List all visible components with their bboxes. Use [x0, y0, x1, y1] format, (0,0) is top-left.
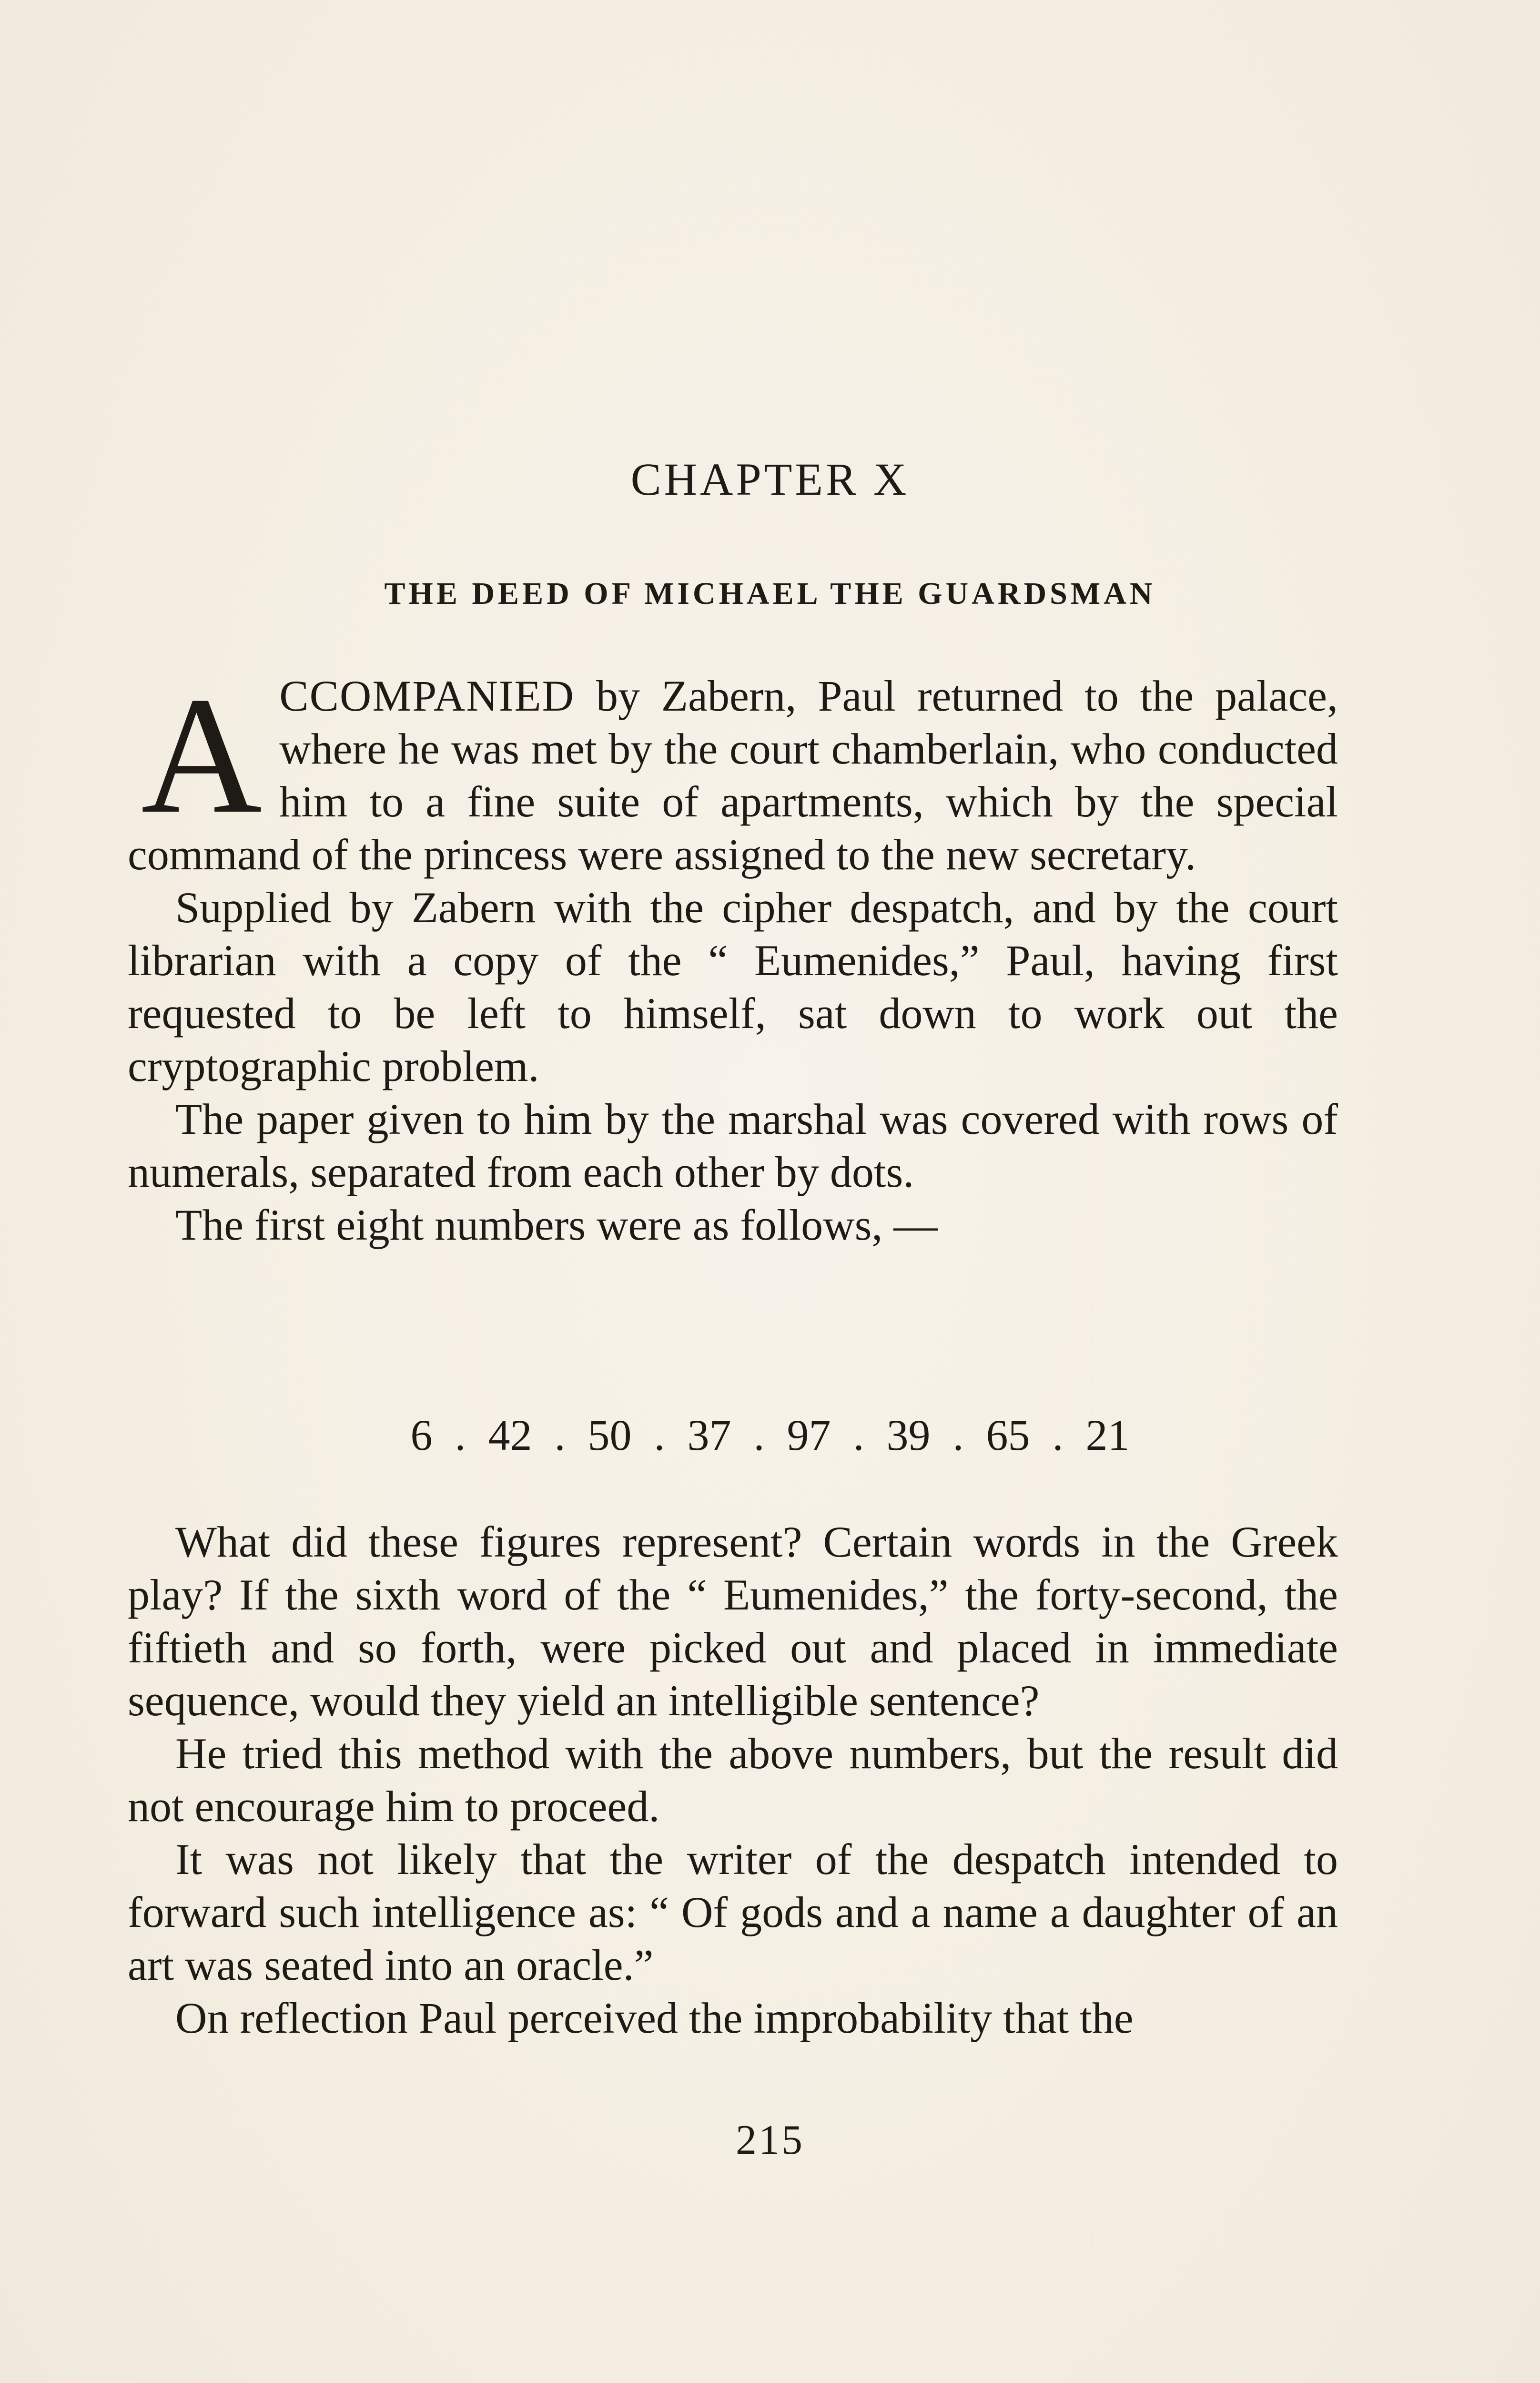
paragraph-4: The first eight numbers were as follows, —: [175, 1201, 938, 1249]
paragraph-1-text: by Zabern, Paul returned to the palace, where he was met by the court chamberlain, who conducted him to a fine suite of apartments, which by the special command of the princess were assigned to the new secretary.: [128, 672, 1338, 879]
paragraph-2: Supplied by Zabern with the cipher despatch, and by the court librarian with a copy of the “ Eumenides,” Paul, having first requested to be left to himself, sat down to work out the cryptographic problem.: [128, 883, 1338, 1090]
chapter-subtitle: THE DEED OF MICHAEL THE GUARDSMAN: [384, 576, 1156, 611]
opening-word-rest: CCOMPANIED: [279, 672, 575, 720]
paragraph-5: What did these figures represent? Certain words in the Greek play? If the sixth word of the “ Eumenides,” the forty-second, the fiftieth and so forth, were picked out and placed in immediate sequence, would they yield an intelligible sentence?: [128, 1517, 1338, 1725]
paragraph-1: [128, 662, 1338, 881]
body-text-upper: [128, 662, 1338, 1252]
paragraph-6: He tried this method with the above numbers, but the result did not encourage him to proceed.: [128, 1729, 1338, 1831]
paragraph-7: It was not likely that the writer of the despatch intended to forward such intelligence as: “ Of gods and a name a daughter of an art was seated into an oracle.”: [128, 1835, 1338, 1989]
cipher-number-sequence: 6 . 42 . 50 . 37 . 97 . 39 . 65 . 21: [410, 1411, 1130, 1459]
body-text-lower: [128, 1516, 1338, 2045]
paragraph-3: The paper given to him by the marshal was covered with rows of numerals, separated from each other by dots.: [128, 1095, 1338, 1196]
chapter-title: CHAPTER X: [630, 454, 910, 505]
paragraph-8: On reflection Paul perceived the improbability that the: [175, 1994, 1134, 2042]
drop-cap-initial: A: [141, 662, 263, 848]
page-number: 215: [736, 2117, 804, 2163]
